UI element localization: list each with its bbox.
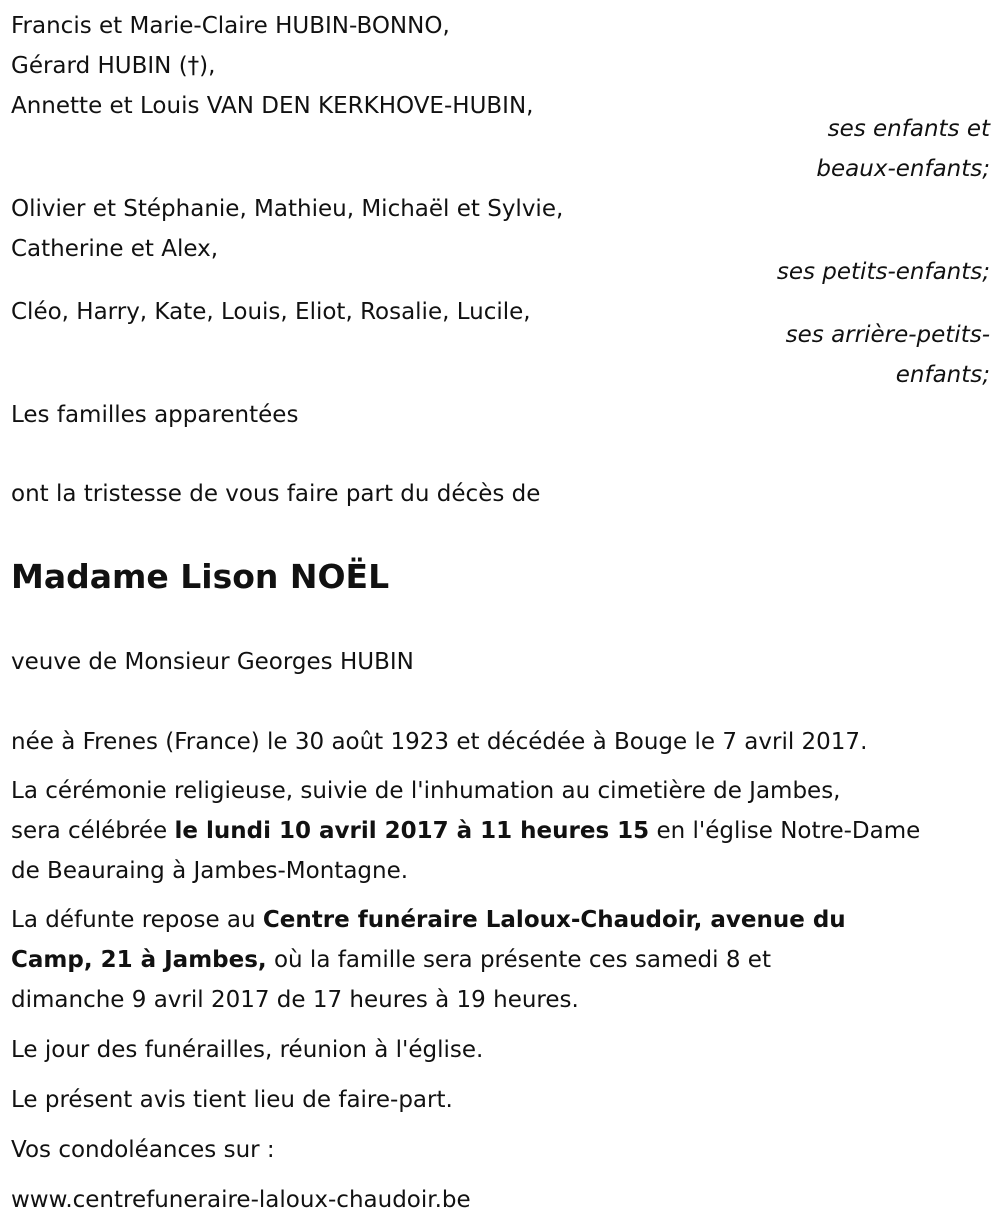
repose-line-2 [11,940,771,980]
repose-line-2-end: où la famille sera présente ces samedi 8 et [266,947,771,973]
repose-line-1 [11,900,846,940]
repose-line-3: dimanche 9 avril 2017 de 17 heures à 19 heures. [11,987,579,1013]
grandchildren-line-2: Catherine et Alex, [11,236,219,262]
funeral-home-address: Camp, 21 à Jambes, [11,947,267,973]
ceremony-line-2 [11,811,920,851]
repose-line-1-start: La défunte repose au [11,907,263,933]
meeting-text: Le jour des funérailles, réunion à l'église. [11,1037,484,1063]
grandchildren-role: ses petits-enfants; [776,259,990,285]
birth-death-text: née à Frenes (France) le 30 août 1923 et décédée à Bouge le 7 avril 2017. [11,729,868,755]
children-line-2: Gérard HUBIN (†), [11,53,216,79]
notice-text: Le présent avis tient lieu de faire-part. [11,1087,453,1113]
deceased-name: Madame Lison NOËL [11,557,390,596]
children-role-line-2: beaux-enfants; [816,156,990,182]
condolences-label: Vos condoléances sur : [11,1137,275,1163]
great-grandchildren-role-line-1: ses arrière-petits- [785,322,990,348]
funeral-home-name: Centre funéraire Laloux-Chaudoir, avenue du [262,907,846,933]
children-role-line-1: ses enfants et [827,116,990,142]
ceremony-date-time: le lundi 10 avril 2017 à 11 heures 15 [174,818,650,844]
related-families: Les familles apparentées [11,402,299,428]
ceremony-line-3: de Beauraing à Jambes-Montagne. [11,858,409,884]
announcement-text: ont la tristesse de vous faire part du décès de [11,481,541,507]
great-grandchildren-line: Cléo, Harry, Kate, Louis, Eliot, Rosalie, Lucile, [11,299,531,325]
children-line-3: Annette et Louis VAN DEN KERKHOVE-HUBIN, [11,93,534,119]
ceremony-line-2-end: en l'église Notre-Dame [649,818,921,844]
ceremony-line-1: La cérémonie religieuse, suivie de l'inhumation au cimetière de Jambes, [11,778,841,804]
grandchildren-line-1: Olivier et Stéphanie, Mathieu, Michaël et Sylvie, [11,196,564,222]
widow-of-text: veuve de Monsieur Georges HUBIN [11,649,414,675]
great-grandchildren-role-line-2: enfants; [895,362,990,388]
website-link[interactable]: www.centrefuneraire-laloux-chaudoir.be [11,1187,471,1213]
ceremony-line-2-start: sera célébrée [11,818,175,844]
children-line-1: Francis et Marie-Claire HUBIN-BONNO, [11,13,450,39]
